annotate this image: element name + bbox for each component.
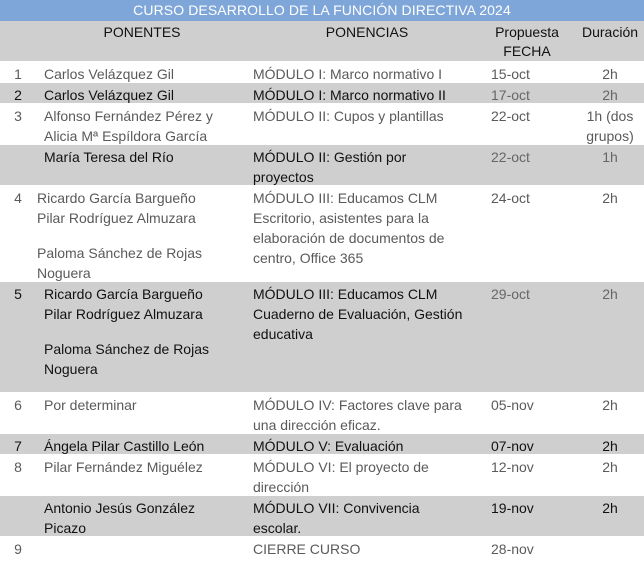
speaker-name: Paloma Sánchez de Rojas Noguera (44, 341, 209, 377)
header-fecha-line1: Propuesta (495, 24, 559, 40)
row-number: 7 (14, 438, 22, 454)
speaker-name: Ricardo García Bargueño (37, 190, 196, 206)
header-ponentes: PONENTES (103, 24, 181, 40)
speaker-name: Carlos Velázquez Gil (44, 66, 174, 82)
session-title: MÓDULO II: Cupos y plantillas (253, 108, 444, 124)
header-row (0, 21, 644, 61)
row-number: 4 (14, 190, 22, 206)
session-duration: 1h (602, 149, 618, 165)
table-row (0, 454, 644, 495)
session-date: 28-nov (491, 541, 534, 557)
row-number: 5 (14, 286, 22, 302)
speaker-name: Pilar Rodríguez Almuzara (44, 306, 203, 322)
table-row (0, 61, 644, 82)
speaker-names (37, 188, 247, 283)
session-title: MÓDULO I: Marco normativo II (253, 87, 446, 103)
session-date: 12-nov (491, 459, 534, 475)
session-title: MÓDULO I: Marco normativo I (253, 66, 443, 82)
row-number: 3 (14, 108, 22, 124)
speaker-names (44, 284, 244, 379)
header-fecha-line2: FECHA (503, 43, 551, 59)
table-row (0, 495, 644, 536)
header-duracion: Duración (581, 24, 639, 40)
session-date: 22-oct (491, 108, 530, 124)
table-title: CURSO DESARROLLO DE LA FUNCIÓN DIRECTIVA 2024 (0, 0, 644, 21)
speaker-name: Paloma Sánchez de Rojas Noguera (37, 245, 202, 281)
table-row (0, 433, 644, 454)
row-number: 8 (14, 459, 22, 475)
session-duration: 2h (602, 397, 618, 413)
table-row (0, 103, 644, 144)
session-date: 15-oct (491, 66, 530, 82)
speaker-name: Por determinar (44, 397, 137, 413)
speaker-name: Ricardo García Bargueño (44, 286, 203, 302)
session-date: 24-oct (491, 190, 530, 206)
speaker-name: Ángela Pilar Castillo León (44, 438, 205, 454)
session-duration: 2h (602, 190, 618, 206)
table-row (0, 281, 644, 392)
row-number: 2 (14, 87, 22, 103)
session-title: MÓDULO VI: El proyecto de dirección (253, 459, 429, 495)
session-title: MÓDULO III: Educamos CLM Cuaderno de Evaluación, Gestión educativa (253, 286, 463, 342)
row-number: 9 (14, 541, 22, 557)
speaker-name: Alfonso Fernández Pérez y Alicia Mª Espíldora García (44, 108, 213, 144)
speaker-name: Antonio Jesús González Picazo (44, 500, 195, 536)
session-date: 22-oct (491, 149, 530, 165)
session-date: 05-nov (491, 397, 534, 413)
session-duration: 2h (602, 87, 618, 103)
session-date: 19-nov (491, 500, 534, 516)
table-row (0, 536, 644, 557)
table-row (0, 82, 644, 103)
table-row (0, 144, 644, 185)
session-title: MÓDULO VII: Convivencia escolar. (253, 500, 420, 536)
table-row (0, 185, 644, 281)
session-date: 17-oct (491, 87, 530, 103)
session-date: 29-oct (491, 286, 530, 302)
session-duration: 2h (602, 438, 618, 454)
speaker-name: María Teresa del Río (44, 149, 174, 165)
row-number: 6 (14, 397, 22, 413)
session-duration: 2h (602, 500, 618, 516)
session-title: MÓDULO III: Educamos CLM Escritorio, asistentes para la elaboración de documentos de centro, Office 365 (253, 190, 445, 266)
session-duration: 2h (602, 286, 618, 302)
session-title: MÓDULO II: Gestión por proyectos (253, 149, 407, 185)
session-title: MÓDULO IV: Factores clave para una dirección eficaz. (253, 397, 462, 433)
header-ponencias: PONENCIAS (325, 24, 409, 40)
speaker-name: Pilar Fernández Miguélez (44, 459, 203, 475)
speaker-name: Carlos Velázquez Gil (44, 87, 174, 103)
session-title: MÓDULO V: Evaluación (253, 438, 404, 454)
session-date: 07-nov (491, 438, 534, 454)
session-duration: 2h (602, 66, 618, 82)
session-duration: 1h (dos grupos) (586, 108, 634, 144)
session-title: CIERRE CURSO (253, 541, 361, 557)
table-row (0, 392, 644, 433)
session-duration: 2h (602, 459, 618, 475)
row-number: 1 (14, 66, 22, 82)
speaker-name: Pilar Rodríguez Almuzara (37, 210, 196, 226)
